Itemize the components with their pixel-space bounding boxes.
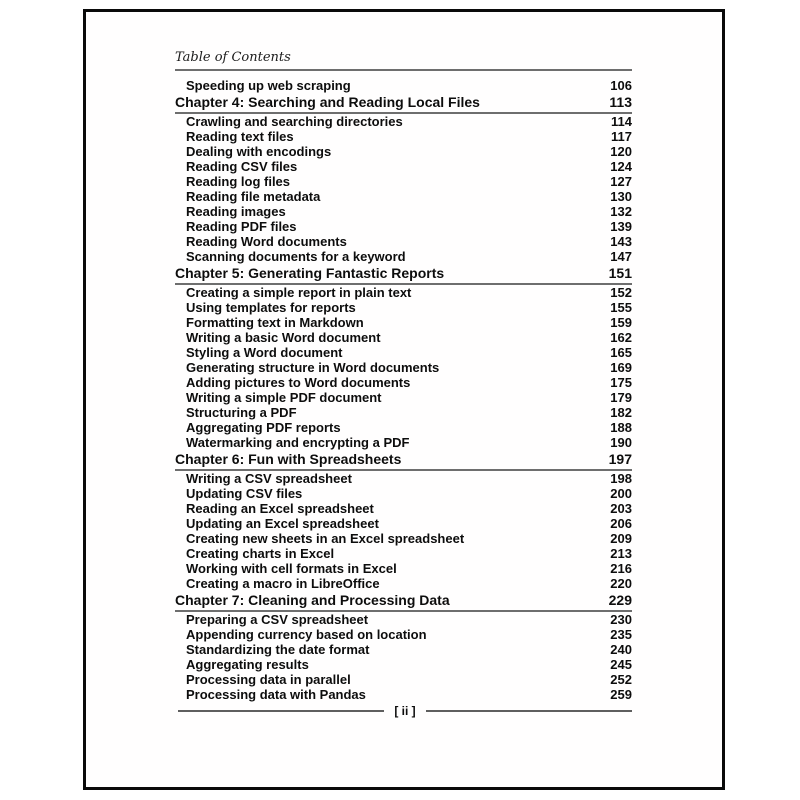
toc-entry	[175, 266, 632, 285]
toc-entry	[175, 189, 632, 204]
toc-entry	[175, 561, 632, 576]
toc-entry-label: Using templates for reports	[186, 300, 356, 315]
toc-entry-page: 216	[610, 561, 632, 576]
toc-entry	[175, 642, 632, 657]
toc-entry	[175, 375, 632, 390]
toc-entry-page: 206	[610, 516, 632, 531]
toc-entry-label: Processing data in parallel	[186, 672, 351, 687]
toc-entry-page: 139	[610, 219, 632, 234]
toc-entry	[175, 330, 632, 345]
toc-entry-page: 209	[610, 531, 632, 546]
toc-entry-label: Preparing a CSV spreadsheet	[186, 612, 369, 627]
toc-entry-page: 106	[610, 78, 632, 93]
toc-entry-page: 132	[610, 204, 632, 219]
toc-entry-label: Chapter 4: Searching and Reading Local Files	[175, 94, 480, 110]
toc-entry-label: Writing a basic Word document	[186, 330, 381, 345]
toc-entry	[175, 234, 632, 249]
toc-entry-page: 130	[610, 189, 632, 204]
toc-entry-label: Styling a Word document	[186, 345, 343, 360]
toc-entry	[175, 471, 632, 486]
toc-entry-page: 179	[610, 390, 632, 405]
page-number: [ ii ]	[394, 704, 416, 718]
toc-entry-label: Creating new sheets in an Excel spreadsheet	[186, 531, 465, 546]
toc-entry-label: Reading text files	[186, 129, 294, 144]
toc-entry-label: Reading log files	[186, 174, 291, 189]
toc-entry-label: Reading CSV files	[186, 159, 298, 174]
toc-entry-label: Reading PDF files	[186, 219, 297, 234]
toc-entry-label: Writing a simple PDF document	[186, 390, 382, 405]
toc-entry-label: Reading Word documents	[186, 234, 347, 249]
toc-entry-page: 152	[610, 285, 632, 300]
toc-entry-page: 159	[610, 315, 632, 330]
toc-entry	[175, 657, 632, 672]
toc-entry	[175, 300, 632, 315]
toc-entry	[175, 249, 632, 264]
toc-entry-page: 259	[610, 687, 632, 702]
toc-entry	[175, 687, 632, 702]
page-footer	[178, 704, 632, 718]
toc-entry	[175, 672, 632, 687]
toc-entry	[175, 627, 632, 642]
toc-entry-page: 127	[610, 174, 632, 189]
toc-entry	[175, 174, 632, 189]
toc-entry-label: Structuring a PDF	[186, 405, 297, 420]
toc-entry-label: Working with cell formats in Excel	[186, 561, 397, 576]
toc-entry-label: Formatting text in Markdown	[186, 315, 364, 330]
toc-entry	[175, 345, 632, 360]
toc-entry-page: 155	[610, 300, 632, 315]
toc-entry	[175, 501, 632, 516]
toc-entry-label: Dealing with encodings	[186, 144, 332, 159]
toc-entry-page: 165	[610, 345, 632, 360]
toc-entry-label: Chapter 7: Cleaning and Processing Data	[175, 592, 450, 608]
toc-entry	[175, 486, 632, 501]
toc-entry	[175, 593, 632, 612]
toc-entry-label: Processing data with Pandas	[186, 687, 366, 702]
toc-entry-page: 198	[610, 471, 632, 486]
toc-entry	[175, 78, 632, 93]
toc-entry-label: Reading images	[186, 204, 286, 219]
toc-entry-page: 175	[610, 375, 632, 390]
toc-entry-label: Reading an Excel spreadsheet	[186, 501, 374, 516]
toc-entry-label: Reading file metadata	[186, 189, 321, 204]
toc-entry-page: 200	[610, 486, 632, 501]
page-header	[175, 50, 632, 71]
toc-entry-label: Aggregating PDF reports	[186, 420, 341, 435]
toc-entry-page: 151	[608, 265, 632, 281]
toc-entry	[175, 405, 632, 420]
toc-entry-label: Updating CSV files	[186, 486, 303, 501]
toc-entry-label: Creating a simple report in plain text	[186, 285, 412, 300]
toc-entry-page: 190	[610, 435, 632, 450]
toc-entry	[175, 516, 632, 531]
toc-entry-label: Adding pictures to Word documents	[186, 375, 411, 390]
toc-entry-label: Aggregating results	[186, 657, 309, 672]
toc-entry-page: 114	[611, 114, 632, 129]
toc-entry-label: Standardizing the date format	[186, 642, 370, 657]
toc-list	[175, 78, 632, 702]
toc-entry-label: Chapter 6: Fun with Spreadsheets	[175, 451, 402, 467]
toc-entry-page: 147	[610, 249, 632, 264]
toc-entry-page: 230	[610, 612, 632, 627]
toc-entry-page: 203	[610, 501, 632, 516]
toc-entry-page: 182	[610, 405, 632, 420]
toc-entry-page: 188	[610, 420, 632, 435]
toc-entry	[175, 546, 632, 561]
toc-entry-label: Chapter 5: Generating Fantastic Reports	[175, 265, 445, 281]
toc-entry	[175, 452, 632, 471]
toc-entry-page: 213	[610, 546, 632, 561]
toc-entry-page: 143	[610, 234, 632, 249]
toc-entry	[175, 129, 632, 144]
toc-entry-label: Updating an Excel spreadsheet	[186, 516, 379, 531]
toc-entry	[175, 219, 632, 234]
toc-entry-page: 169	[610, 360, 632, 375]
toc-entry	[175, 204, 632, 219]
toc-entry-label: Scanning documents for a keyword	[186, 249, 406, 264]
toc-entry-label: Speeding up web scraping	[186, 78, 351, 93]
toc-entry	[175, 144, 632, 159]
toc-entry-page: 235	[610, 627, 632, 642]
toc-entry-page: 120	[610, 144, 632, 159]
toc-entry-page: 245	[610, 657, 632, 672]
footer-rule-right	[426, 710, 632, 712]
toc-entry	[175, 114, 632, 129]
page-content	[86, 12, 722, 702]
toc-entry	[175, 285, 632, 300]
toc-entry-page: 124	[610, 159, 632, 174]
book-page	[83, 9, 725, 790]
toc-entry-page: 197	[608, 451, 632, 467]
toc-entry	[175, 315, 632, 330]
toc-entry-page: 240	[610, 642, 632, 657]
toc-entry	[175, 159, 632, 174]
header-title: Table of Contents	[175, 50, 291, 65]
toc-entry-page: 162	[610, 330, 632, 345]
toc-entry	[175, 576, 632, 591]
toc-entry	[175, 95, 632, 114]
toc-entry	[175, 531, 632, 546]
toc-entry-label: Watermarking and encrypting a PDF	[186, 435, 410, 450]
toc-entry-page: 252	[610, 672, 632, 687]
toc-entry-label: Writing a CSV spreadsheet	[186, 471, 352, 486]
toc-entry	[175, 612, 632, 627]
toc-entry	[175, 420, 632, 435]
toc-entry-page: 117	[611, 129, 632, 144]
toc-entry-label: Generating structure in Word documents	[186, 360, 440, 375]
toc-entry-label: Creating a macro in LibreOffice	[186, 576, 380, 591]
toc-entry-page: 229	[608, 592, 632, 608]
toc-entry	[175, 390, 632, 405]
toc-entry	[175, 435, 632, 450]
toc-entry	[175, 360, 632, 375]
toc-entry-label: Creating charts in Excel	[186, 546, 335, 561]
toc-entry-page: 220	[610, 576, 632, 591]
toc-entry-label: Appending currency based on location	[186, 627, 427, 642]
footer-rule-left	[178, 710, 384, 712]
toc-entry-label: Crawling and searching directories	[186, 114, 403, 129]
toc-entry-page: 113	[609, 94, 632, 110]
